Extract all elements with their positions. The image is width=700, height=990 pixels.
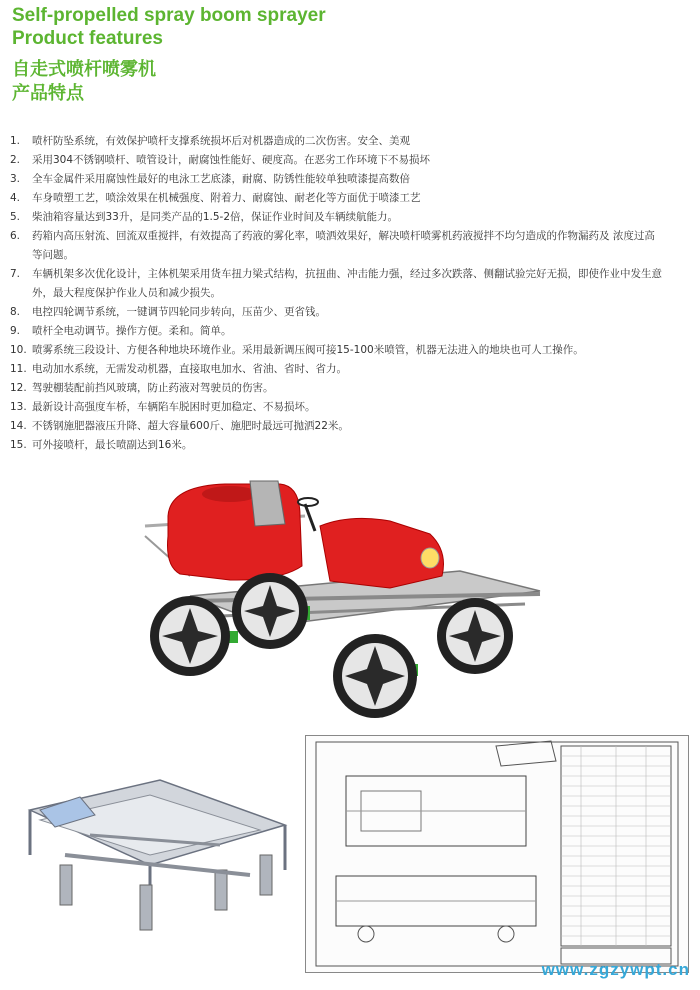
feature-item bbox=[10, 398, 665, 417]
feature-text: 喷杆全电动调节。操作方便。柔和。简单。 bbox=[32, 325, 232, 337]
feature-item bbox=[10, 436, 665, 455]
feature-text: 驾驶棚装配前挡风玻璃，防止药液对驾驶员的伤害。 bbox=[32, 382, 274, 394]
feature-item bbox=[10, 170, 665, 189]
feature-number: 6. bbox=[10, 230, 21, 242]
feature-text: 采用304不锈钢喷杆、喷管设计，耐腐蚀性能好、硬度高。在恶劣工作环境下不易损坏 bbox=[32, 154, 431, 166]
feature-number: 7. bbox=[10, 268, 21, 280]
feature-number: 8. bbox=[10, 306, 21, 318]
feature-text: 药箱内高压射流、回流双重搅拌，有效提高了药液的雾化率，喷洒效果好，解决喷杆喷雾机药液搅拌不均匀造成的作物漏药及 浓度过高等问题。 bbox=[32, 230, 655, 261]
feature-number: 2. bbox=[10, 154, 21, 166]
feature-text: 喷雾系统三段设计、方便各种地块环境作业。采用最新调压阀可接15-100米喷管，机器无法进入的地块也可人工操作。 bbox=[32, 344, 584, 356]
feature-text: 电控四轮调节系统，一键调节四轮同步转向，压苗少、更省钱。 bbox=[32, 306, 326, 318]
chinese-title bbox=[12, 58, 156, 106]
chassis-frame-image bbox=[20, 735, 290, 945]
feature-item bbox=[10, 360, 665, 379]
feature-text: 不锈钢施肥器液压升降、超大容量600斤、施肥时最远可抛洒22米。 bbox=[32, 420, 349, 432]
feature-item bbox=[10, 132, 665, 151]
feature-text: 车辆机架多次优化设计，主体机架采用货车扭力梁式结构，抗扭曲、冲击能力强，经过多次跌落、侧翻试验完好无损，即使作业中发生意外，最大程度保护作业人员和减少损失。 bbox=[32, 268, 662, 299]
feature-item bbox=[10, 189, 665, 208]
title-cn-line1: 自走式喷杆喷雾机 bbox=[12, 59, 156, 80]
feature-number: 1. bbox=[10, 135, 21, 147]
feature-number: 5. bbox=[10, 211, 21, 223]
feature-number: 12. bbox=[10, 382, 27, 394]
feature-item bbox=[10, 151, 665, 170]
feature-text: 最新设计高强度车桥，车辆陷车脱困时更加稳定、不易损坏。 bbox=[32, 401, 316, 413]
feature-item bbox=[10, 341, 665, 360]
feature-item bbox=[10, 208, 665, 227]
feature-item bbox=[10, 379, 665, 398]
feature-number: 15. bbox=[10, 439, 27, 451]
feature-text: 电动加水系统，无需发动机器，直接取电加水、省油、省时、省力。 bbox=[32, 363, 347, 375]
title-en-line2: Product features bbox=[12, 28, 163, 49]
feature-number: 14. bbox=[10, 420, 27, 432]
feature-item bbox=[10, 417, 665, 436]
sprayer-image bbox=[130, 476, 550, 726]
english-title bbox=[12, 4, 326, 50]
feature-item bbox=[10, 227, 665, 265]
feature-item bbox=[10, 322, 665, 341]
feature-item bbox=[10, 265, 665, 303]
title-cn-line2: 产品特点 bbox=[12, 83, 84, 104]
feature-number: 10. bbox=[10, 344, 27, 356]
feature-number: 13. bbox=[10, 401, 27, 413]
feature-list bbox=[10, 132, 665, 455]
feature-text: 车身喷塑工艺，喷涂效果在机械强度、附着力、耐腐蚀、耐老化等方面优于喷漆工艺 bbox=[32, 192, 421, 204]
feature-number: 9. bbox=[10, 325, 21, 337]
feature-number: 11. bbox=[10, 363, 27, 375]
feature-number: 3. bbox=[10, 173, 21, 185]
engineering-drawing-image bbox=[305, 735, 689, 973]
watermark: www.zgzywpt.cn bbox=[541, 960, 690, 979]
title-en-line1: Self-propelled spray boom sprayer bbox=[12, 5, 326, 26]
feature-text: 喷杆防坠系统，有效保护喷杆支撑系统损坏后对机器造成的二次伤害。安全、美观 bbox=[32, 135, 410, 147]
feature-text: 柴油箱容量达到33升，是同类产品的1.5-2倍，保证作业时间及车辆续航能力。 bbox=[32, 211, 399, 223]
feature-text: 全车金属件采用腐蚀性最好的电泳工艺底漆，耐腐、防锈性能较单独喷漆提高数倍 bbox=[32, 173, 410, 185]
feature-item bbox=[10, 303, 665, 322]
feature-number: 4. bbox=[10, 192, 21, 204]
feature-text: 可外接喷杆，最长喷副达到16米。 bbox=[32, 439, 193, 451]
